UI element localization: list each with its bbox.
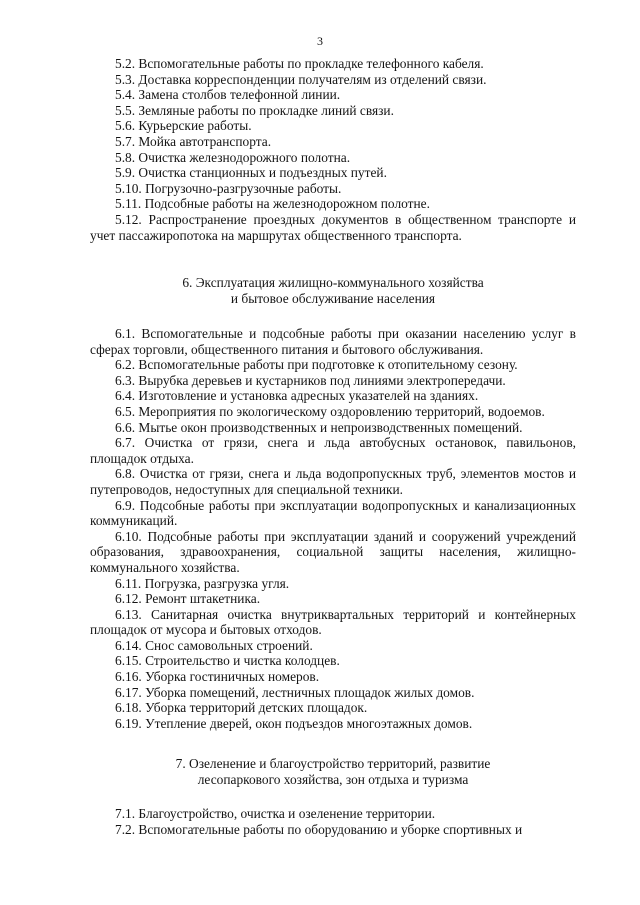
section-heading-line: 7. Озеленение и благоустройство территорий, развитие	[175, 756, 491, 771]
section-7-heading	[90, 756, 576, 787]
list-item: 7.1. Благоустройство, очистка и озеленение территории.	[115, 806, 436, 821]
list-item: 5.6. Курьерские работы.	[115, 118, 252, 134]
list-item: 5.3. Доставка корреспонденции получателям из отделений связи.	[115, 71, 487, 87]
list-item: 6.16. Уборка гостиничных номеров.	[115, 669, 320, 685]
list-item: 6.18. Уборка территорий детских площадок.	[115, 700, 368, 716]
list-item: 6.3. Вырубка деревьев и кустарников под линиями электропередачи.	[115, 372, 506, 388]
list-item: 7.2. Вспомогательные работы по оборудованию и уборке спортивных и	[115, 821, 523, 837]
section-5-list	[90, 56, 576, 243]
section-6-heading	[90, 275, 576, 306]
list-item: 5.10. Погрузочно-разгрузочные работы.	[115, 180, 342, 196]
section-heading-line: 6. Эксплуатация жилищно-коммунального хозяйства	[182, 275, 484, 290]
list-item: 6.6. Мытье окон производственных и непроизводственных помещений.	[115, 419, 523, 435]
list-item: 6.5. Мероприятия по экологическому оздоровлению территорий, водоемов.	[115, 403, 545, 419]
list-item: 6.13. Санитарная очистка внутриквартальных территорий и контейнерных площадок от мусора и бытовых отходов.	[90, 606, 576, 638]
list-item: 6.12. Ремонт штакетника.	[115, 591, 261, 607]
section-heading-line: и бытовое обслуживание населения	[230, 290, 436, 306]
list-item: 5.9. Очистка станционных и подъездных путей.	[115, 165, 387, 181]
list-item: 6.19. Утепление дверей, окон подъездов многоэтажных домов.	[115, 715, 473, 731]
list-item: 6.9. Подсобные работы при эксплуатации водопропускных и канализационных коммуникаций.	[90, 497, 576, 529]
list-item: 6.1. Вспомогательные и подсобные работы при оказании населению услуг в сферах торговли, общественного питания и бытового обслуживания.	[90, 326, 576, 357]
list-item: 6.14. Снос самовольных строений.	[115, 637, 313, 653]
list-item: 6.15. Строительство и чистка колодцев.	[115, 653, 340, 669]
list-item: 6.2. Вспомогательные работы при подготовке к отопительному сезону.	[115, 357, 518, 373]
list-item: 5.11. Подсобные работы на железнодорожном полотне.	[115, 196, 430, 212]
list-item: 6.10. Подсобные работы при эксплуатации зданий и сооружений учреждений образования, здравоохранения, социальной защиты населения, жилищно-коммунального хозяйства.	[90, 528, 576, 575]
section-6-list	[90, 326, 576, 731]
list-item: 5.8. Очистка железнодорожного полотна.	[115, 149, 351, 165]
section-7-list	[90, 806, 576, 837]
page-number: 3	[317, 34, 323, 48]
list-item: 6.7. Очистка от грязи, снега и льда автобусных остановок, павильонов, площадок отдыха.	[90, 435, 576, 466]
section-heading-line: лесопаркового хозяйства, зон отдыха и туризма	[197, 771, 469, 787]
list-item: 5.2. Вспомогательные работы по прокладке телефонного кабеля.	[115, 56, 484, 71]
list-item: 5.7. Мойка автотранспорта.	[115, 133, 272, 149]
list-item: 6.11. Погрузка, разгрузка угля.	[115, 575, 290, 591]
list-item: 6.17. Уборка помещений, лестничных площадок жилых домов.	[115, 684, 475, 700]
list-item: 6.4. Изготовление и установка адресных указателей на зданиях.	[115, 388, 479, 404]
list-item: 5.5. Земляные работы по прокладке линий связи.	[115, 102, 394, 118]
list-item: 6.8. Очистка от грязи, снега и льда водопропускных труб, элементов мостов и путепроводов, недоступных для специальной техники.	[90, 466, 576, 497]
list-item: 5.4. Замена столбов телефонной линии.	[115, 87, 341, 103]
list-item: 5.12. Распространение проездных документов в общественном транспорте и учет пассажиропотока на маршрутах общественного транспорта.	[90, 211, 576, 243]
